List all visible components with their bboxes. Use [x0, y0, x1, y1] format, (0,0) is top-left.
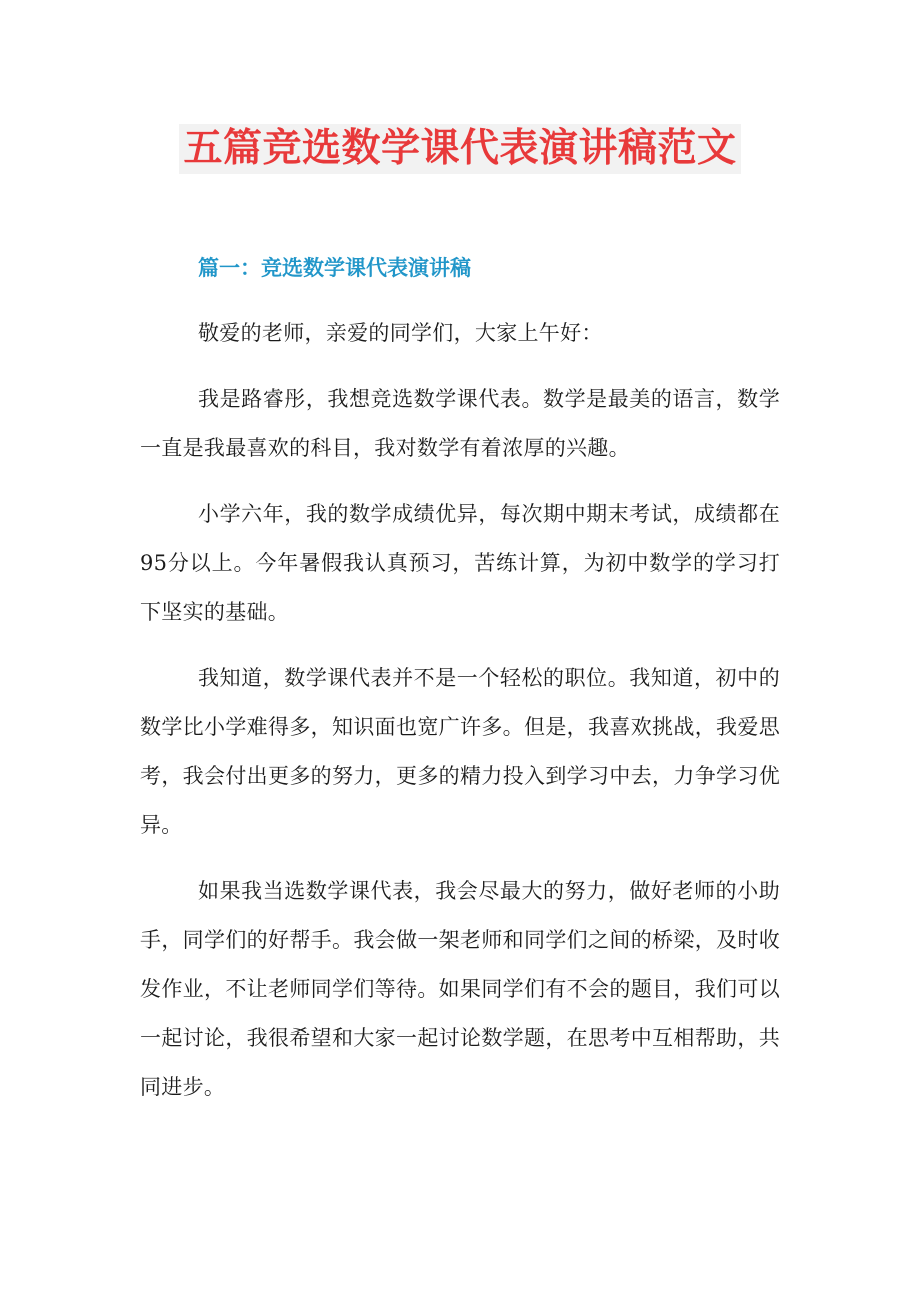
section-heading: 篇一：竞选数学课代表演讲稿 [198, 255, 471, 280]
paragraph-challenges: 我知道，数学课代表并不是一个轻松的职位。我知道，初中的数学比小学难得多，知识面也宽广许多。但是，我喜欢挑战，我爱思考，我会付出更多的努力，更多的精力投入到学习中去，力争学习优异。 [140, 666, 780, 837]
paragraph-greeting: 敬爱的老师，亲爱的同学们，大家上午好： [198, 321, 603, 345]
paragraph-introduction: 我是路睿彤，我想竞选数学课代表。数学是最美的语言，数学一直是我最喜欢的科目，我对数学有着浓厚的兴趣。 [140, 387, 780, 460]
paragraph-promises: 如果我当选数学课代表，我会尽最大的努力，做好老师的小助手，同学们的好帮手。我会做一架老师和同学们之间的桥梁，及时收发作业，不让老师同学们等待。如果同学们有不会的题目，我们可以一起讨论，我很希望和大家一起讨论数学题，在思考中互相帮助，共同进步。 [140, 879, 780, 1099]
title-container [0, 124, 920, 174]
paragraph-achievements: 小学六年，我的数学成绩优异，每次期中期末考试，成绩都在95分以上。今年暑假我认真预习，苦练计算，为初中数学的学习打下坚实的基础。 [140, 502, 780, 624]
document-body [140, 247, 780, 1129]
document-title: 五篇竞选数学课代表演讲稿范文 [179, 124, 740, 174]
